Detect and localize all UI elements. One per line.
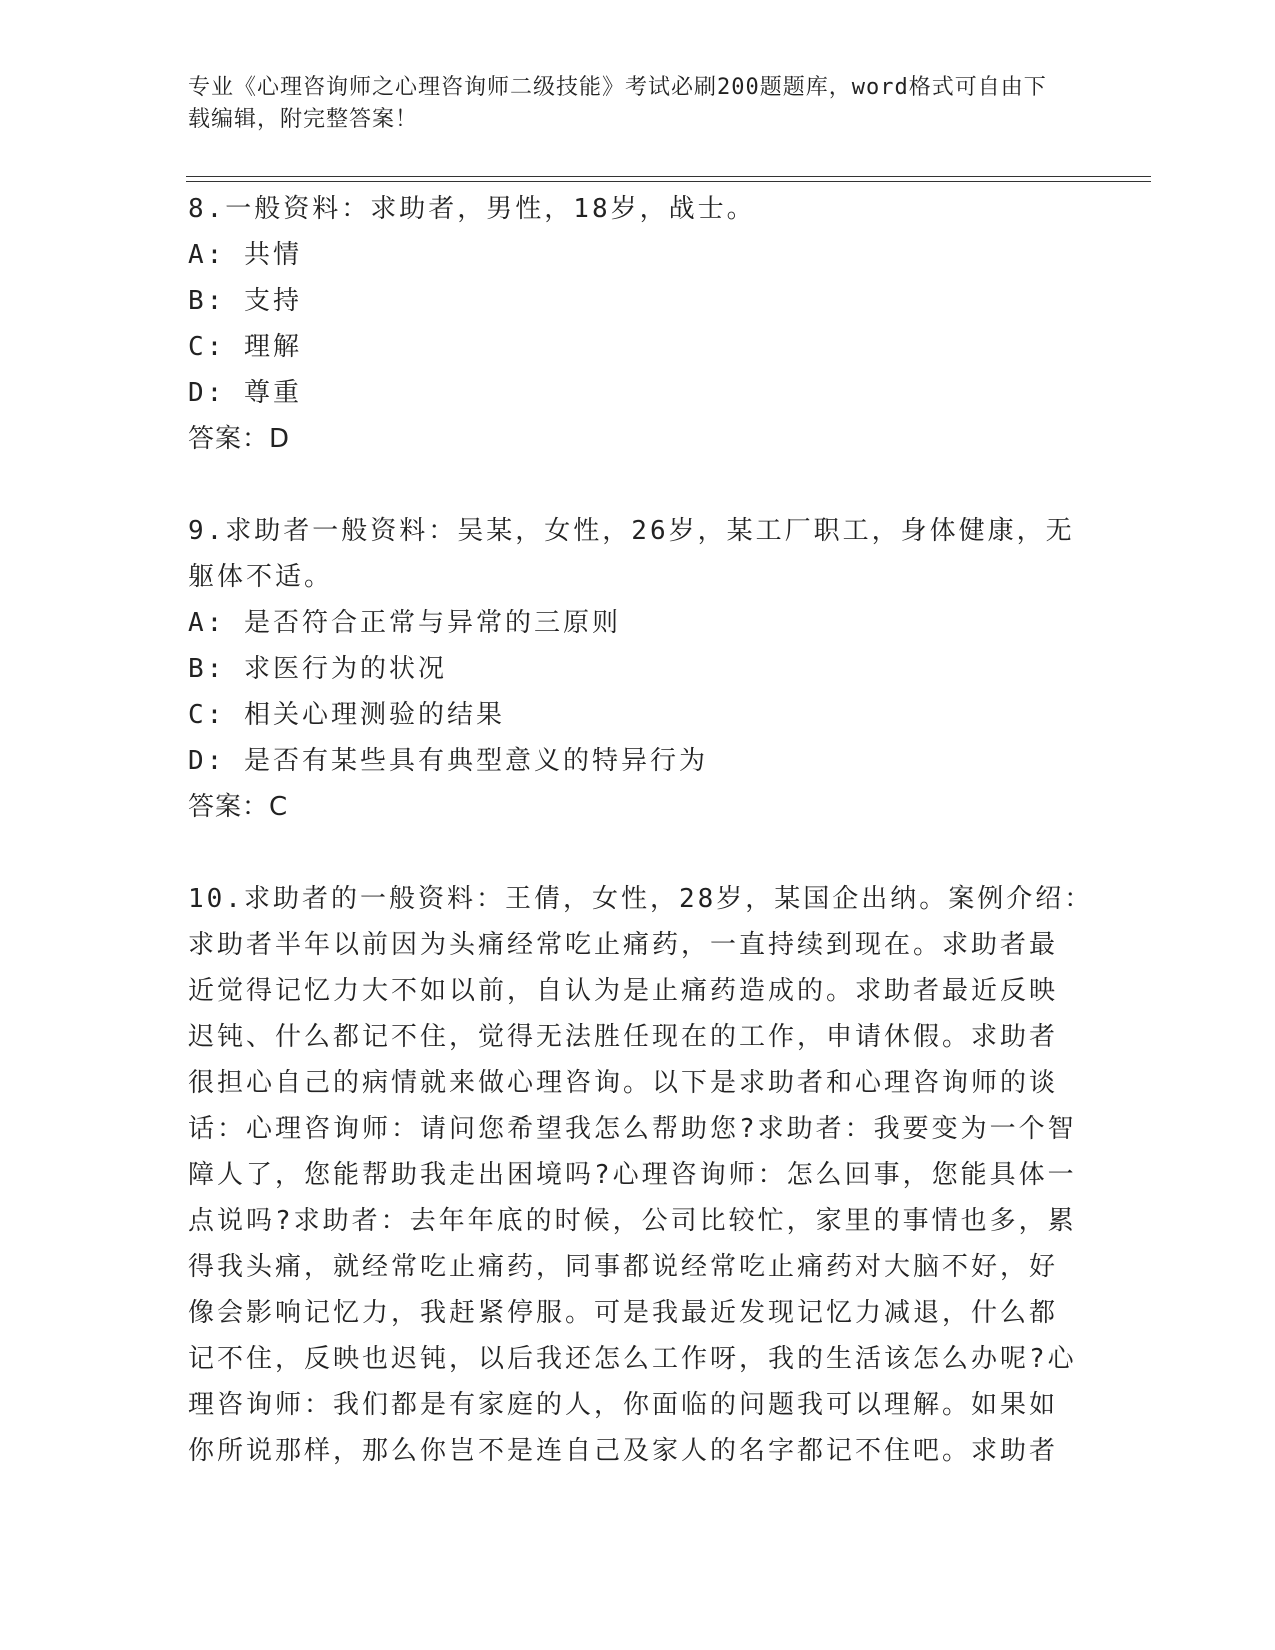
question-stem-line: 话：心理咨询师：请问您希望我怎么帮助您?求助者：我要变为一个智 [188, 1114, 1077, 1144]
question-10 [188, 876, 1094, 1474]
question-stem-line: 像会影响记忆力，我赶紧停服。可是我最近发现记忆力减退，什么都 [188, 1298, 1059, 1328]
question-stem-line: 障人了，您能帮助我走出困境吗?心理咨询师：怎么回事，您能具体一 [188, 1160, 1077, 1190]
question-stem-line: 求助者半年以前因为头痛经常吃止痛药，一直持续到现在。求助者最 [188, 930, 1059, 960]
question-stem-line: 9.求助者一般资料：吴某，女性，26岁，某工厂职工，身体健康，无 [188, 516, 1075, 546]
question-list [188, 186, 1094, 1474]
question-stem-line: 点说吗?求助者：去年年底的时候，公司比较忙，家里的事情也多，累 [188, 1206, 1077, 1236]
option-d: D: 是否有某些具有典型意义的特异行为 [188, 746, 708, 776]
question-stem-line: 你所说那样，那么你岂不是连自己及家人的名字都记不住吧。求助者 [188, 1436, 1059, 1466]
option-c: C: 理解 [188, 332, 302, 362]
answer-label: 答案：D [188, 424, 291, 454]
question-8 [188, 186, 1078, 462]
option-c: C: 相关心理测验的结果 [188, 700, 505, 730]
question-9 [188, 508, 1078, 830]
document-header: 专业《心理咨询师之心理咨询师二级技能》考试必刷200题题库，word格式可自由下载编辑，附完整答案！ [188, 75, 1047, 132]
answer-label: 答案：C [188, 792, 289, 822]
question-stem-line: 理咨询师：我们都是有家庭的人，你面临的问题我可以理解。如果如 [188, 1390, 1059, 1420]
question-stem: 8.一般资料：求助者，男性，18岁，战士。 [188, 194, 756, 224]
spacer [188, 830, 1078, 876]
option-b: B: 支持 [188, 286, 302, 316]
option-d: D: 尊重 [188, 378, 302, 408]
question-stem-line: 10.求助者的一般资料：王倩，女性，28岁，某国企出纳。案例介绍： [188, 884, 1094, 914]
question-stem-line: 躯体不适。 [188, 562, 334, 592]
question-stem-line: 近觉得记忆力大不如以前，自认为是止痛药造成的。求助者最近反映 [188, 976, 1059, 1006]
header-divider-bottom [186, 181, 1151, 182]
option-a: A: 是否符合正常与异常的三原则 [188, 608, 621, 638]
spacer [188, 462, 1078, 508]
option-a: A: 共情 [188, 240, 302, 270]
header-divider-top [186, 176, 1151, 177]
question-stem-line: 记不住，反映也迟钝，以后我还怎么工作呀，我的生活该怎么办呢?心 [188, 1344, 1077, 1374]
question-stem-line: 迟钝、什么都记不住，觉得无法胜任现在的工作，申请休假。求助者 [188, 1022, 1059, 1052]
option-b: B: 求医行为的状况 [188, 654, 447, 684]
question-stem-line: 得我头痛，就经常吃止痛药，同事都说经常吃止痛药对大脑不好，好 [188, 1252, 1059, 1282]
question-stem-line: 很担心自己的病情就来做心理咨询。以下是求助者和心理咨询师的谈 [188, 1068, 1059, 1098]
